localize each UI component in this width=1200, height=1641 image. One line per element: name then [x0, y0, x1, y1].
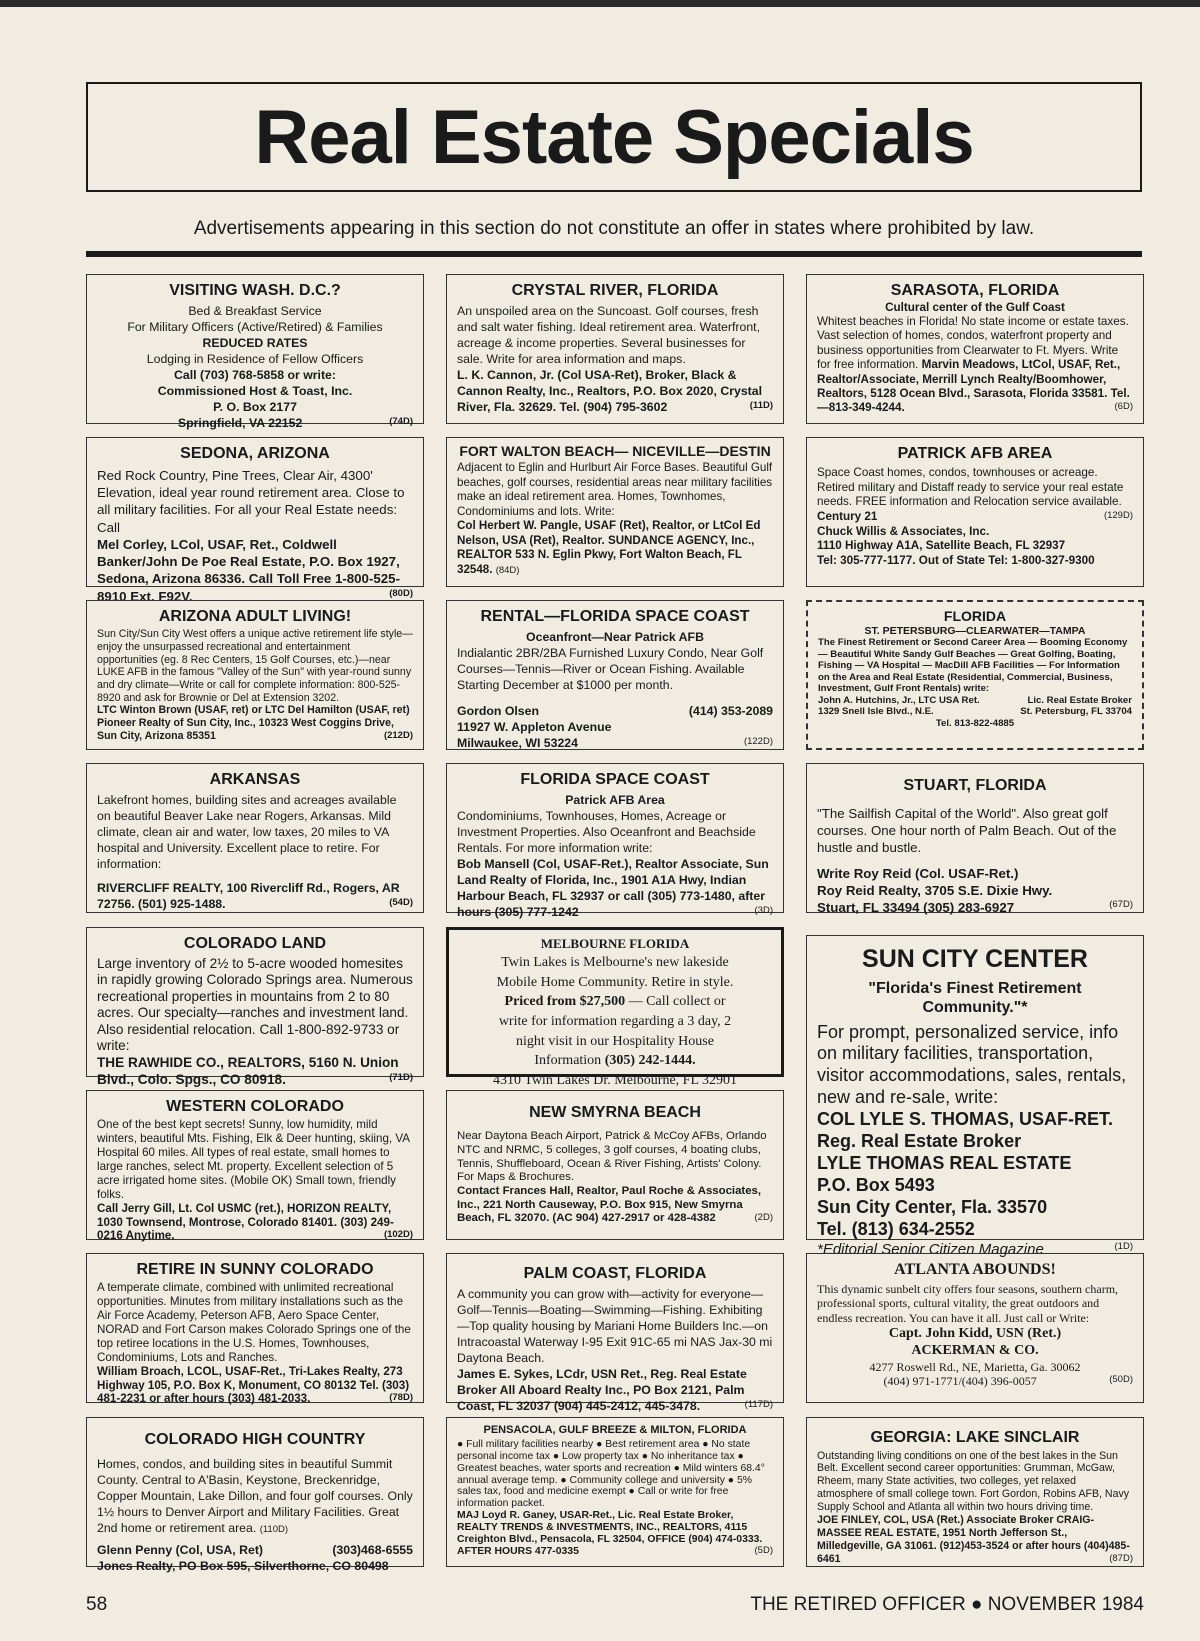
ad-text: The Finest Retirement or Second Career Area — Booming Economy — Beautiful White Sandy Gulf Beaches — Great Golfing, Boating, Fishing — VA Hospital — MacDill AFB Facilities — For Information on the Area and Real Estate (Residential, Commercial, Business, Investment, Gulf Front Rentals) write: [818, 637, 1128, 695]
ad-contact-text: MAJ Loyd R. Ganey, USAR-Ret., Lic. Real Estate Broker, REALTY TRENDS & INVESTMENTS, INC., REALTORS, 4115 Creighton Blvd., Pensacola, FL 32504, OFFICE (904) 474-0333. AFTER HOURS 477-0335 [457, 1510, 763, 1558]
ad-line: night visit in our Hospitality House [516, 1033, 714, 1049]
ad-line-start: Information [534, 1053, 605, 1069]
ad-contact-row [818, 695, 1132, 707]
ad-colorado-land [86, 927, 424, 1087]
ad-stuart-florida [806, 763, 1144, 916]
ad-text: ● Full military facilities nearby ● Best retirement area ● No state personal income tax ● Low property tax ● No inheritance tax ● Greatest beaches, water sports and recreation ● Mild winters 68.4° annual average temp. ● Community college and university ● 5% sales tax, food and medicine exempt ● Call or write for free information packet. [457, 1438, 765, 1510]
page-title: Real Estate Specials [254, 94, 974, 180]
ad-contact-line: ACKERMAN & CO. [911, 1343, 1039, 1359]
ad-contact-name: Glenn Penny (Col, USA, Ret) [97, 1542, 264, 1557]
ad-line [97, 416, 413, 432]
ad-colorado-high-country [86, 1417, 424, 1573]
ad-heading: MELBOURNE FLORIDA [540, 936, 690, 951]
ad-code: (54D) [389, 896, 413, 908]
ad-contact-address: Jones Realty, PO Box 595, Silverthorne, CO 80498 [97, 1558, 389, 1573]
ad-line: P. O. Box 2177 [213, 399, 297, 414]
ad-arizona-adult-living [86, 600, 424, 750]
ad-text: A temperate climate, combined with unlimited recreational opportunities. Minutes from military installations such as the Air Force Academy, Peterson AFB, Aero Space Center, NORAD and Fort Carson makes Colorado Springs one of the top retiree locations in the U.S. Homes, Townhouses, Condominiums, Lots and Ranches. [97, 1281, 411, 1364]
ad-contact-line: Write Roy Reid (Col. USAF-Ret.) [817, 865, 1019, 881]
ad-contact [97, 1055, 413, 1088]
ad-text: An unspoiled area on the Suncoast. Golf courses, fresh and salt water fishing. Ideal retirement area. Waterfront, acreage & income properties. Several businesses for sale. Write for area information and maps. [457, 303, 761, 366]
ad-heading: RETIRE IN SUNNY COLORADO [136, 1261, 374, 1278]
ad-code: (6D) [1114, 401, 1133, 413]
ad-contact-text: Bob Mansell (Col, USAF-Ret.), Realtor Associate, Sun Land Realty of Florida, Inc., 1901 A1A Hwy, Indian Harbour Beach, FL 32937 or call (305) 773-1480, after hours (305) 777-1242 [457, 856, 769, 919]
ad-contact [457, 1510, 773, 1558]
ad-contact-line: Reg. Real Estate Broker [817, 1131, 1022, 1152]
ad-text: This dynamic sunbelt city offers four seasons, southern charm, professional sports, cultural vitality, the great outdoors and endless recreation. You can have it all. Just call or Write: [817, 1281, 1119, 1325]
ad-contact-line: LYLE THOMAS REAL ESTATE [817, 1153, 1072, 1174]
ad-line: Mobile Home Community. Retire in style. [496, 974, 734, 990]
ad-heading: ARKANSAS [209, 771, 301, 788]
ad-crystal-river [446, 274, 784, 424]
ad-code: (110D) [259, 1523, 289, 1535]
ad-contact [97, 881, 413, 913]
ad-text: For prompt, personalized service, info on military facilities, transportation, visitor accommodations, sales, rentals, new and re-sale, write: [817, 1021, 1127, 1108]
ad-contact-line: COL LYLE S. THOMAS, USAF-RET. [817, 1109, 1114, 1130]
ad-line: For Military Officers (Active/Retired) & Families [127, 319, 383, 334]
ad-contact-name: Gordon Olsen [457, 703, 539, 718]
ad-contact-title: Lic. Real Estate Broker [1027, 694, 1132, 706]
ad-contact [457, 1185, 773, 1226]
ad-rental-florida-space-coast [446, 600, 784, 750]
top-edge [0, 0, 1200, 7]
ad-subheading: Oceanfront—Near Patrick AFB [526, 629, 704, 644]
ad-address: 4277 Roswell Rd., NE, Marietta, Ga. 30062 [869, 1359, 1081, 1374]
page-number: 58 [86, 1594, 108, 1615]
ad-text: Space Coast homes, condos, townhouses or acreage. Retired military and Distaff ready to service your real estate needs. FREE information and Relocation service available. [817, 466, 1124, 509]
ad-fort-walton-beach [446, 437, 784, 587]
ad-contact-text: James E. Sykes, LCdr, USN Ret., Reg. Real Estate Broker All Aboard Realty Inc., PO Box 2121, Palm Coast, FL 32037 (904) 445-2412, 445-3478. [457, 1366, 747, 1413]
ad-line: Bed & Breakfast Service [188, 303, 322, 318]
ad-heading: PALM COAST, FLORIDA [523, 1265, 707, 1282]
ad-subheading: Cultural center of the Gulf Coast [885, 300, 1065, 314]
ad-code: (122D) [743, 735, 773, 747]
ad-contact-line [817, 899, 1133, 916]
ad-contact [97, 536, 413, 605]
ad-sedona-arizona [86, 437, 424, 604]
ad-heading: COLORADO LAND [183, 935, 327, 952]
ad-contact-line: Sun City Center, Fla. 33570 [817, 1197, 1048, 1218]
ad-patrick-afb-area [806, 437, 1144, 587]
ad-contact [97, 1365, 413, 1407]
ad-contact-text: THE RAWHIDE CO., REALTORS, 5160 N. Union Blvd., Colo. Spgs., CO 80918. [97, 1054, 399, 1087]
ad-georgia-lake-sinclair [806, 1417, 1144, 1567]
ad-heading: SARASOTA, FLORIDA [890, 282, 1060, 299]
ad-code: (5D) [754, 1545, 773, 1557]
divider-rule [86, 251, 1142, 257]
ad-line: Commissioned Host & Toast, Inc. [157, 383, 353, 398]
ad-heading: GEORGIA: LAKE SINCLAIR [870, 1429, 1080, 1446]
ad-visiting-wash-dc [86, 274, 424, 430]
ad-melbourne-florida [446, 927, 784, 1088]
ad-contact-row [817, 510, 1133, 525]
ad-heading: NEW SMYRNA BEACH [529, 1104, 701, 1121]
ad-contact-city: St. Petersburg, FL 33704 [1020, 706, 1132, 718]
ad-contact-city: Stuart, FL 33494 (305) 283-6927 [817, 900, 1015, 916]
ad-contact [457, 857, 773, 921]
ad-text: Sun City/Sun City West offers a unique active retirement life style—enjoy the unsurpassed recreational and entertainment opportunities (eg. 8 Rec Centers, 15 Golf Courses, etc.)—near LUKE AFB in the famous "Valley of the Sun" with year-round sunny and dry climate—Write or call for complete information: 800-525-8920 and ask for Brownie or Del at Extension 3202. [97, 628, 413, 704]
ad-line: REDUCED RATES [202, 335, 308, 350]
ad-contact-line: Tel. (813) 634-2552 [817, 1219, 975, 1240]
ad-price: Priced from $27,500 [504, 994, 626, 1010]
ad-text-body: Whitest beaches in Florida! No state income or estate taxes. Vast selection of homes, condos, waterfront property and business opportunities from Clearwater to Ft. Myers. Write for free information. [817, 315, 1129, 372]
ad-heading: SEDONA, ARIZONA [180, 445, 330, 462]
ad-address [457, 736, 773, 752]
ad-subheading: Patrick AFB Area [565, 792, 665, 807]
ad-contact-text: RIVERCLIFF REALTY, 100 Rivercliff Rd., Rogers, AR 72756. (501) 925-1488. [97, 880, 400, 911]
ad-western-colorado [86, 1090, 424, 1243]
ad-text [97, 1457, 413, 1537]
ad-text [817, 315, 1133, 416]
ad-code: (50D) [1109, 1374, 1133, 1386]
ad-heading: PENSACOLA, GULF BREEZE & MILTON, FLORIDA [483, 1424, 747, 1436]
ad-contact-line: Tel: 305-777-1177. Out of State Tel: 1-800-327-9300 [817, 553, 1095, 567]
ad-florida-space-coast [446, 763, 784, 919]
ad-text-body: Homes, condos, and building sites in beautiful Summit County. Central to A'Basin, Keystone, Breckenridge, Copper Mountain, Lake Dillon, and four golf courses. Only 1½ hours to Denver Airport and Military Facilities. Great 2nd home or retirement area. [97, 1456, 413, 1535]
ad-code: (74D) [389, 415, 413, 427]
ad-heading: WESTERN COLORADO [166, 1098, 344, 1115]
ad-code: (129D) [1103, 509, 1133, 521]
ad-line: Twin Lakes is Melbourne's new lakeside [501, 955, 729, 971]
ad-sarasota-florida [806, 274, 1144, 424]
ad-contact-row [818, 706, 1132, 718]
disclaimer: Advertisements appearing in this section do not constitute an offer in states where prohibited by law. [193, 218, 1035, 239]
ad-text: Outstanding living conditions on one of the best lakes in the Sun Belt. Excellent second career opportunities: Grumman, McGaw, Rheem, many State activities, two colleges, yet relaxed atmosphere of small college town. Fort Gordon, Robins AFB, Navy Supply School and Atlanta all within two hours driving time. [817, 1449, 1130, 1514]
publication-footer: THE RETIRED OFFICER ● NOVEMBER 1984 [750, 1594, 1144, 1615]
ad-heading: RENTAL—FLORIDA SPACE COAST [480, 608, 750, 625]
ad-phone: (305) 242-1444. [604, 1053, 696, 1069]
ad-contact-text: Call Jerry Gill, Lt. Col USMC (ret.), HORIZON REALTY, 1030 Townsend, Montrose, Colorado 81401. (303) 249-0216 Anytime. [97, 1201, 394, 1243]
ad-contact-text: L. K. Cannon, Jr. (Col USA-Ret), Broker, Black & Cannon Realty, Inc., Realtors, P.O. Box 2020, Crystal River, Fla. 32629. Tel. (904) 795-3602 [457, 367, 763, 414]
ad-contact-line: Capt. John Kidd, USN (Ret.) [888, 1326, 1062, 1342]
ad-heading: FLORIDA [943, 608, 1007, 624]
ad-sun-city-center [806, 935, 1144, 1259]
ad-heading: PATRICK AFB AREA [897, 445, 1053, 462]
ad-line: Call (703) 768-5858 or write: [174, 367, 336, 382]
ad-florida-st-petersburg [806, 600, 1144, 750]
ad-text: Indialantic 2BR/2BA Furnished Luxury Condo, Near Golf Courses—Tennis—River or Ocean Fishing. Available Starting December at $1000 per month. [457, 645, 764, 692]
ad-code: (102D) [383, 1229, 413, 1241]
ad-text: Condominiums, Townhouses, Homes, Acreage or Investment Properties. Also Oceanfront and Beachside Rentals. For more information write: [457, 808, 756, 855]
ad-text: A community you can grow with—activity for everyone—Golf—Tennis—Boating—Swimming—Fishing. Exhibiting—Top quality housing by Mariani Home Builders Inc.—on Intracoastal Waterway I-95 Exit 91C-65 mi NAS Jax-30 mi Daytona Beach. [457, 1286, 773, 1365]
ad-code: (78D) [389, 1392, 413, 1404]
ad-heading: VISITING WASH. D.C.? [169, 282, 341, 299]
ad-code: (87D) [1109, 1552, 1133, 1564]
ad-contact-text: Mel Corley, LCol, USAF, Ret., Coldwell Banker/John De Poe Real Estate, P.O. Box 1927, Sedona, Arizona 86336. Call Toll Free 1-800-525-8910 Ext. F92V. [97, 536, 400, 604]
ad-text: One of the best kept secrets! Sunny, low humidity, mild winters, beautiful Mts. Fishing, Elk & Deer hunting, skiing, VA Hospital 60 miles. All types of real estate, small homes to large ranches, select Mt. property. Excellent selection of 5 acre irrigated home sites. (Mobile OK) Small town, friendly folks. [97, 1118, 410, 1201]
ad-contact [97, 704, 413, 742]
ad-text: "The Sailfish Capital of the World". Also great golf courses. One hour north of Palm Beach. Out of the hustle and bustle. [817, 805, 1117, 856]
ad-code: (3D) [754, 904, 773, 916]
ad-code: (80D) [389, 587, 413, 599]
ad-contact-name: Century 21 [817, 509, 878, 523]
ad-address-city: Milwaukee, WI 53224 [457, 735, 578, 750]
ad-contact-line: 1110 Highway A1A, Satellite Beach, FL 32937 [817, 539, 1066, 553]
ad-contact-text: LTC Winton Brown (USAF, ret) or LTC Del Hamilton (USAF, ret) Pioneer Realty of Sun City, Inc., 10323 West Coggins Drive, Sun City, Arizona 85351 [97, 704, 410, 742]
ad-phone-text: (404) 971-1771/(404) 396-0057 [883, 1374, 1037, 1389]
ad-code: (11D) [749, 399, 773, 411]
ad-contact-phone: (303)468-6555 [332, 1542, 413, 1557]
ad-text: Large inventory of 2½ to 5-acre wooded homesites in rapidly growing Colorado Springs area. Numerous recreational properties in mountains from 2 to 80 acres. Our specialty—ranches and investment land. Also residential relocation. Call 1-800-892-9733 or write: [97, 955, 413, 1054]
ad-contact-name: John A. Hutchins, Jr., LTC USA Ret. [818, 694, 980, 706]
ad-footnote-text: *Editorial Senior Citizen Magazine [817, 1241, 1044, 1259]
ad-heading: STUART, FLORIDA [903, 777, 1047, 794]
ad-line: 4310 Twin Lakes Dr. Melbourne, FL 32901 [493, 1072, 737, 1088]
ad-new-smyrna-beach [446, 1090, 784, 1240]
ad-atlanta-abounds [806, 1253, 1144, 1403]
ad-contact [457, 1367, 773, 1415]
ad-phone [817, 1374, 1133, 1389]
ad-code: (84D) [495, 564, 520, 576]
ad-text: Lakefront homes, building sites and acreages available on beautiful Beaver Lake near Rogers, Arkansas. Mild climate, clean air and water, low taxes, 20 miles to VA hospital and University. Excellent place to retire. For information: [97, 792, 397, 871]
ad-arkansas [86, 763, 424, 913]
ad-code: (71D) [389, 1071, 413, 1083]
ad-contact-address: 1329 Snell Isle Blvd., N.E. [818, 706, 934, 718]
ad-contact-phone: (414) 353-2089 [688, 703, 773, 718]
ad-heading: FORT WALTON BEACH— NICEVILLE—DESTIN [459, 443, 771, 459]
ad-heading: FLORIDA SPACE COAST [520, 771, 710, 788]
ad-retire-sunny-colorado [86, 1253, 424, 1406]
ad-address: Springfield, VA 22152 [177, 415, 303, 430]
ad-contact-line: Roy Reid Realty, 3705 S.E. Dixie Hwy. [817, 882, 1053, 898]
ad-heading: ATLANTA ABOUNDS! [894, 1261, 1056, 1278]
ad-contact [457, 368, 773, 416]
ad-line-rest: — Call collect or [625, 994, 726, 1010]
ad-palm-coast [446, 1253, 784, 1413]
ad-line: Lodging in Residence of Fellow Officers [146, 351, 364, 366]
ad-contact-row [457, 704, 773, 720]
ad-contact-text: William Broach, LCOL, USAF-Ret., Tri-Lakes Realty, 273 Highway 105, P.O. Box K, Monument, CO 80132 Tel. (303) 481-2231 or after hours (303) 481-2033. [97, 1364, 410, 1406]
ad-heading: COLORADO HIGH COUNTRY [144, 1431, 366, 1448]
ad-contact-text: Marvin Meadows, LtCol, USAF, Ret., Realtor/Associate, Merrill Lynch Realty/Boomhower, Realtors, 5128 Ocean Blvd., Sarasota, Florida 33581. Tel.—813-349-4244. [817, 358, 1130, 415]
ad-line [459, 992, 771, 1012]
ad-contact [457, 519, 773, 577]
ad-heading: SUN CITY CENTER [862, 945, 1088, 973]
ad-subheading: ST. PETERSBURG—CLEARWATER—TAMPA [864, 624, 1086, 637]
ad-contact-text: JOE FINLEY, COL, USA (Ret.) Associate Broker CRAIG-MASSEE REAL ESTATE, 1951 North Jefferson St., Milledgeville, GA 31061. (912)453-3524 or after hours (404)485-6461 [817, 1514, 1130, 1565]
ad-code: (2D) [754, 1212, 773, 1224]
ad-code: (212D) [383, 729, 413, 741]
ad-text: Near Daytona Beach Airport, Patrick & McCoy AFBs, Orlando NTC and NRMC, 5 colleges, 3 golf courses, 4 boating clubs, Tennis, Shuffleboard, Ocean & River Fishing, Artists' Colony. For Maps & Brochures. [457, 1130, 767, 1184]
ad-contact-line: Chuck Willis & Associates, Inc. [817, 524, 990, 538]
ad-line [459, 1051, 771, 1071]
ad-line: write for information regarding a 3 day, 2 [498, 1013, 732, 1029]
ad-contact-text: Col Herbert W. Pangle, USAF (Ret), Realtor, or LtCol Ed Nelson, USA (Ret), Realtor. SUNDANCE AGENCY, Inc., REALTOR 533 N. Eglin Pkwy, Fort Walton Beach, FL 32548. [457, 519, 761, 576]
ad-contact [97, 1202, 413, 1244]
ad-contact [817, 1514, 1133, 1566]
ad-contact-text: Contact Frances Hall, Realtor, Paul Roche & Associates, Inc., 221 North Causeway, P.O. Box 915, New Smyrna Beach, FL 32070. (AC 904) 427-2917 or 428-4382 [457, 1184, 762, 1225]
ad-contact-line: P.O. Box 5493 [817, 1175, 935, 1196]
ad-code: (117D) [744, 1398, 773, 1410]
ad-code: (67D) [1109, 899, 1133, 911]
ad-heading: CRYSTAL RIVER, FLORIDA [511, 282, 719, 299]
ad-code: (1D) [1114, 1241, 1133, 1253]
ad-pensacola [446, 1417, 784, 1567]
title-box [86, 82, 1142, 192]
ad-text: Red Rock Country, Pine Trees, Clear Air, 4300' Elevation, ideal year round retirement area. Close to all military facilities. For all your Real Estate needs: Call [97, 467, 405, 535]
ad-contact-phone: Tel. 813-822-4885 [935, 717, 1015, 729]
ad-contact-row [97, 1543, 413, 1559]
ad-heading: ARIZONA ADULT LIVING! [158, 608, 352, 625]
ad-text: Adjacent to Eglin and Hurlburt Air Force Bases. Beautiful Gulf beaches, golf courses, residential areas near military facilities make an ideal retirement area. Homes, Townhomes, Condominiums and lots. Write: [457, 461, 773, 518]
ad-subheading: "Florida's Finest Retirement Community."* [868, 979, 1082, 1017]
ad-address: 11927 W. Appleton Avenue [457, 719, 612, 734]
